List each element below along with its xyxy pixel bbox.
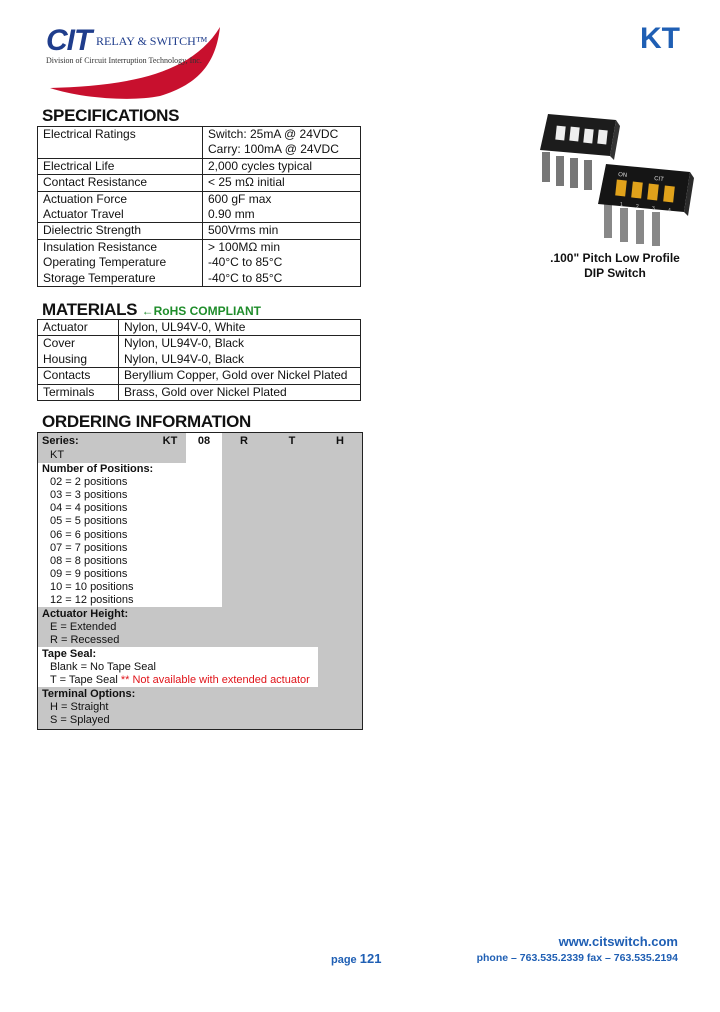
height-label: Actuator Height: bbox=[42, 608, 129, 620]
key-number: 2 bbox=[636, 204, 639, 210]
logo-division: Division of Circuit Interruption Technology, Inc. bbox=[46, 56, 202, 65]
tape-option-blank: Blank = No Tape Seal bbox=[50, 661, 156, 673]
table-row bbox=[38, 223, 361, 239]
table-row bbox=[38, 352, 361, 368]
code-terminal: H bbox=[336, 435, 344, 447]
terminal-column bbox=[318, 433, 362, 687]
position-option: 07 = 7 positions bbox=[50, 542, 128, 554]
tape-option-t bbox=[50, 674, 310, 687]
series-value: KT bbox=[50, 449, 65, 461]
material-value: Nylon, UL94V-0, Black bbox=[119, 336, 361, 352]
rohs-compliant-note: ←RoHS COMPLIANT bbox=[141, 304, 261, 318]
spec-value: 600 gF max bbox=[203, 191, 361, 207]
cit-logo bbox=[40, 22, 240, 102]
spec-value: 2,000 cycles typical bbox=[203, 158, 361, 174]
page-number bbox=[331, 951, 381, 966]
height-column bbox=[266, 433, 318, 647]
series-label: Series: bbox=[42, 435, 79, 447]
position-option: 06 = 6 positions bbox=[50, 529, 128, 541]
page-label: page bbox=[331, 954, 357, 966]
position-option: 02 = 2 positions bbox=[50, 476, 128, 488]
tape-option-t-text: T = Tape Seal bbox=[50, 674, 118, 686]
terminal-label: Terminal Options: bbox=[42, 688, 136, 700]
spec-label: Operating Temperature bbox=[38, 255, 203, 270]
height-option: E = Extended bbox=[50, 621, 117, 633]
height-option: R = Recessed bbox=[50, 634, 120, 646]
position-option: 12 = 12 positions bbox=[50, 594, 134, 606]
code-tape: T bbox=[288, 435, 296, 447]
switch-on-label: ON bbox=[617, 172, 628, 179]
materials-title bbox=[42, 300, 261, 320]
product-caption bbox=[540, 251, 690, 281]
contact-info: phone – 763.535.2339 fax – 763.535.2194 bbox=[476, 952, 678, 964]
table-row bbox=[38, 207, 361, 223]
material-value: Brass, Gold over Nickel Plated bbox=[119, 384, 361, 400]
spec-value bbox=[203, 127, 361, 159]
position-option: 05 = 5 positions bbox=[50, 515, 128, 527]
spec-label: Storage Temperature bbox=[38, 271, 203, 287]
material-label: Actuator bbox=[38, 320, 119, 336]
material-label: Contacts bbox=[38, 368, 119, 384]
spec-label: Actuator Travel bbox=[38, 207, 203, 223]
tape-note: ** Not available with extended actuator bbox=[120, 674, 310, 686]
table-row bbox=[38, 127, 361, 159]
key-number: 3 bbox=[652, 206, 655, 212]
terminal-option: S = Splayed bbox=[50, 714, 110, 726]
material-label: Terminals bbox=[38, 384, 119, 400]
spec-label: Dielectric Strength bbox=[38, 223, 203, 239]
spec-value-line: Switch: 25mA @ 24VDC bbox=[208, 127, 339, 141]
materials-table bbox=[37, 319, 361, 401]
ordering-chart bbox=[37, 432, 363, 730]
table-row bbox=[38, 175, 361, 191]
caption-line: .100" Pitch Low Profile bbox=[550, 251, 680, 265]
spec-label: Contact Resistance bbox=[38, 175, 203, 191]
spec-value-line: Carry: 100mA @ 24VDC bbox=[208, 142, 339, 157]
position-option: 03 = 3 positions bbox=[50, 489, 128, 501]
table-row bbox=[38, 368, 361, 384]
key-number: 4 bbox=[668, 208, 671, 214]
dip-switch-gold bbox=[598, 164, 694, 246]
table-row bbox=[38, 239, 361, 255]
code-height: R bbox=[240, 435, 248, 447]
product-photo bbox=[530, 100, 700, 250]
ordering-title: ORDERING INFORMATION bbox=[42, 412, 252, 431]
logo-brand: CIT bbox=[46, 24, 92, 57]
table-row bbox=[38, 336, 361, 352]
logo-tagline: RELAY & SWITCH™ bbox=[96, 34, 208, 48]
spec-value: 500Vrms min bbox=[203, 223, 361, 239]
position-option: 09 = 9 positions bbox=[50, 568, 128, 580]
page-number-value: 121 bbox=[359, 951, 382, 966]
position-option: 04 = 4 positions bbox=[50, 502, 128, 514]
materials-title-text: MATERIALS bbox=[42, 300, 138, 319]
table-row bbox=[38, 320, 361, 336]
website-link[interactable]: www.citswitch.com bbox=[558, 934, 678, 949]
material-label: Housing bbox=[38, 352, 119, 368]
terminal-option: H = Straight bbox=[50, 701, 109, 713]
material-value: Nylon, UL94V-0, Black bbox=[119, 352, 361, 368]
spec-value: > 100MΩ min bbox=[203, 239, 361, 255]
positions-column bbox=[222, 433, 266, 607]
table-row bbox=[38, 384, 361, 400]
specifications-title: SPECIFICATIONS bbox=[42, 106, 180, 125]
key-number: 1 bbox=[620, 202, 623, 208]
table-row bbox=[38, 191, 361, 207]
spec-value: -40°C to 85°C bbox=[203, 271, 361, 287]
code-series: KT bbox=[162, 435, 178, 447]
material-value: Beryllium Copper, Gold over Nickel Plated bbox=[119, 368, 361, 384]
switch-brand-label: CIT bbox=[653, 176, 665, 184]
spec-label: Electrical Life bbox=[38, 158, 203, 174]
position-option: 08 = 8 positions bbox=[50, 555, 128, 567]
table-row bbox=[38, 271, 361, 287]
caption-line: DIP Switch bbox=[584, 266, 646, 280]
specifications-table bbox=[37, 126, 361, 287]
table-row bbox=[38, 255, 361, 270]
spec-label: Actuation Force bbox=[38, 191, 203, 207]
positions-label: Number of Positions: bbox=[42, 463, 154, 475]
spec-value: 0.90 mm bbox=[203, 207, 361, 223]
series-code-title: KT bbox=[640, 22, 680, 55]
position-option: 10 = 10 positions bbox=[50, 581, 134, 593]
tape-seal-label: Tape Seal: bbox=[42, 648, 97, 660]
spec-value: < 25 mΩ initial bbox=[203, 175, 361, 191]
material-value: Nylon, UL94V-0, White bbox=[119, 320, 361, 336]
code-positions: 08 bbox=[197, 435, 211, 447]
material-label: Cover bbox=[38, 336, 119, 352]
spec-value: -40°C to 85°C bbox=[203, 255, 361, 270]
table-row bbox=[38, 158, 361, 174]
spec-label: Electrical Ratings bbox=[38, 127, 203, 159]
spec-label: Insulation Resistance bbox=[38, 239, 203, 255]
dip-switch-image bbox=[530, 100, 700, 250]
